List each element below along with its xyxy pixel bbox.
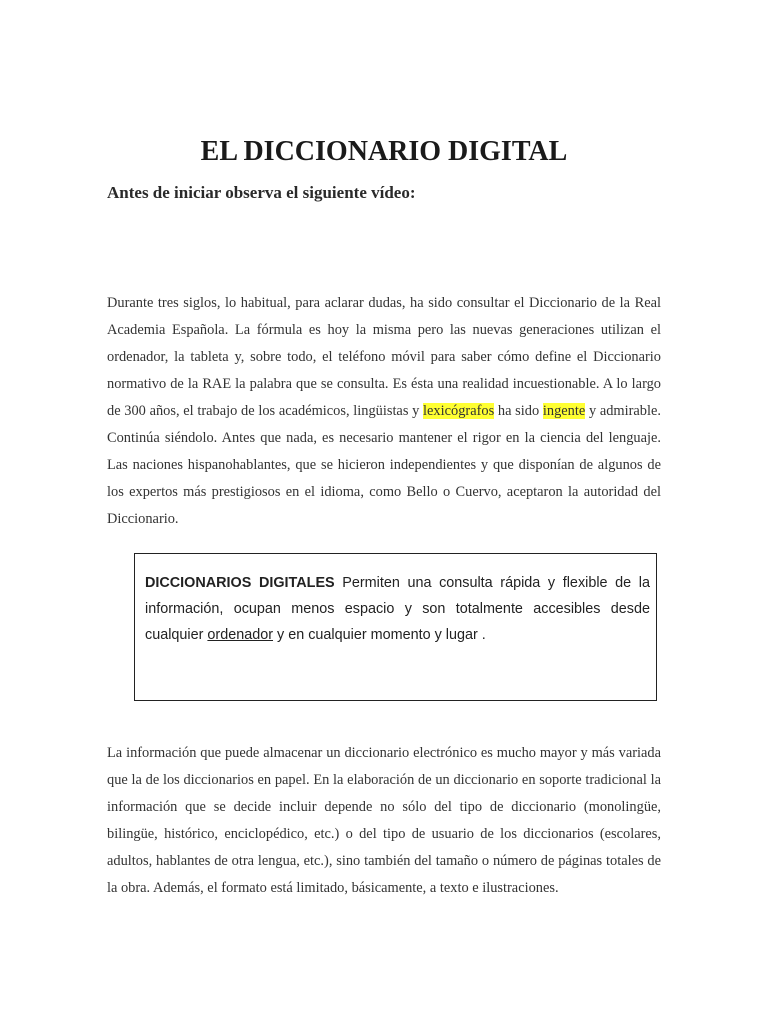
definition-box — [134, 553, 657, 701]
definition-box-text — [145, 570, 650, 648]
underlined-word-ordenador: ordenador — [207, 627, 274, 643]
highlighted-word-lexicografos: lexicógrafos — [423, 403, 495, 419]
intro-paragraph-text-1: Durante tres siglos, lo habitual, para aclarar dudas, ha sido consultar el Diccionario de la Real Academia Española. La fórmula es hoy la misma pero las nuevas generaciones utilizan el ordenador, la tableta y, sobre todo, el teléfono móvil para saber cómo define el Diccionario normativo de la RAE la palabra que se consulta. Es ésta una realidad incuestionable. A lo largo de 300 años, el trabajo de los académicos, lingüistas y — [107, 295, 661, 419]
intro-paragraph-text-3: y admirable. Continúa siéndolo. Antes que nada, es necesario mantener el rigor en la ciencia del lenguaje. Las naciones hispanohablantes, que se hicieron independientes y que disponían de algunos de los expertos más prestigiosos en el idioma, como Bello o Cuervo, aceptaron la autoridad del Diccionario. — [107, 403, 661, 527]
page-title: EL DICCIONARIO DIGITAL — [200, 136, 568, 167]
definition-box-heading: DICCIONARIOS DIGITALES — [145, 575, 335, 591]
highlighted-word-ingente: ingente — [542, 403, 586, 419]
intro-paragraph — [107, 290, 661, 533]
intro-paragraph-text-2: ha sido — [494, 403, 543, 419]
second-paragraph: La información que puede almacenar un diccionario electrónico es mucho mayor y más variada que la de los diccionarios en papel. En la elaboración de un diccionario en soporte tradicional la información que se decide incluir depende no sólo del tipo de diccionario (monolingüe, bilingüe, histórico, enciclopédico, etc.) o del tipo de usuario de los diccionarios (escolares, adultos, hablantes de otra lengua, etc.), sino también del tamaño o número de páginas totales de la obra. Además, el formato está limitado, básicamente, a texto e ilustraciones. — [107, 745, 661, 896]
definition-box-text-2: y en cualquier momento y lugar . — [273, 627, 486, 643]
page-subtitle: Antes de iniciar observa el siguiente vídeo: — [107, 183, 416, 202]
definition-box-text-1: Permiten una consulta rápida y flexible de la información, ocupan menos espacio y son totalmente accesibles desde cualquier — [145, 575, 650, 643]
